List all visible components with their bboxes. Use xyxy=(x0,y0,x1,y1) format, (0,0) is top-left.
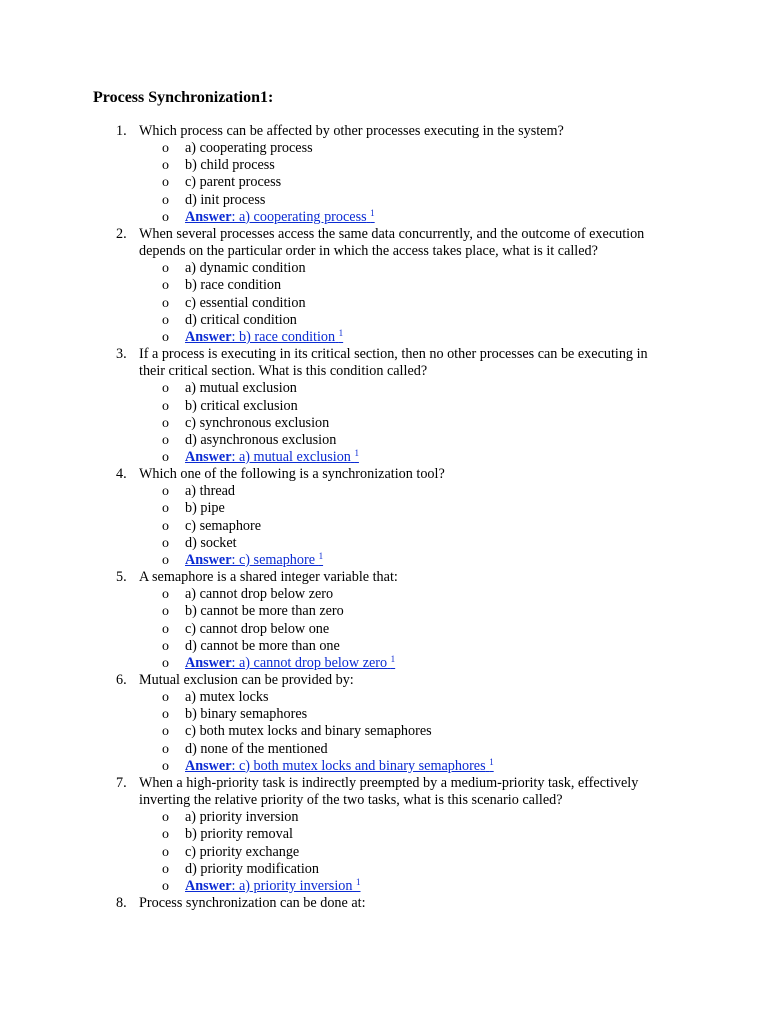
footnote-reference: 1 xyxy=(356,876,361,887)
option-text: a) thread xyxy=(185,483,236,500)
option-item xyxy=(139,174,672,191)
circle-bullet-icon: o xyxy=(162,827,169,843)
option-text: b) race condition xyxy=(185,277,282,294)
option-text: d) socket xyxy=(185,534,237,551)
question-item xyxy=(0,672,672,775)
answer-label: Answer xyxy=(185,551,232,568)
option-text: d) init process xyxy=(185,191,266,208)
option-item xyxy=(139,483,672,500)
question-item xyxy=(0,569,672,672)
option-item xyxy=(139,723,672,740)
circle-bullet-icon: o xyxy=(162,552,169,568)
circle-bullet-icon: o xyxy=(162,261,169,277)
option-text: a) mutual exclusion xyxy=(185,380,297,397)
option-item xyxy=(139,277,672,294)
option-item xyxy=(139,380,672,397)
question-item xyxy=(0,775,672,895)
answer-label: Answer xyxy=(185,328,232,345)
circle-bullet-icon: o xyxy=(162,707,169,723)
circle-bullet-icon: o xyxy=(162,604,169,620)
option-text: b) child process xyxy=(185,157,275,174)
question-number: 5. xyxy=(116,569,127,586)
question-number: 7. xyxy=(116,774,127,791)
option-item xyxy=(139,689,672,706)
question-item xyxy=(0,895,672,912)
option-list xyxy=(139,809,672,895)
answer-text: : b) race condition xyxy=(231,328,336,345)
answer-label: Answer xyxy=(185,877,232,894)
circle-bullet-icon: o xyxy=(162,312,169,328)
option-item xyxy=(139,603,672,620)
option-item xyxy=(139,432,672,449)
question-text: Which one of the following is a synchronization tool? xyxy=(139,466,445,483)
answer-item xyxy=(139,878,672,895)
question-number: 3. xyxy=(116,346,127,363)
option-item xyxy=(139,809,672,826)
option-item xyxy=(139,312,672,329)
option-text: b) priority removal xyxy=(185,826,293,843)
question-item xyxy=(0,346,672,466)
answer-text: : a) cooperating process xyxy=(231,208,367,225)
option-text: b) binary semaphores xyxy=(185,706,308,723)
circle-bullet-icon: o xyxy=(162,501,169,517)
question-number: 4. xyxy=(116,466,127,483)
answer-link[interactable] xyxy=(185,878,361,894)
option-item xyxy=(139,741,672,758)
answer-item xyxy=(139,552,672,569)
option-text: a) priority inversion xyxy=(185,809,299,826)
answer-text: : c) semaphore xyxy=(231,551,316,568)
circle-bullet-icon: o xyxy=(162,278,169,294)
option-item xyxy=(139,518,672,535)
answer-label: Answer xyxy=(185,448,232,465)
option-list xyxy=(139,586,672,672)
answer-item xyxy=(139,209,672,226)
circle-bullet-icon: o xyxy=(162,587,169,603)
answer-item xyxy=(139,758,672,775)
answer-label: Answer xyxy=(185,757,232,774)
footnote-reference: 1 xyxy=(370,207,375,218)
option-text: d) asynchronous exclusion xyxy=(185,431,337,448)
answer-label: Answer xyxy=(185,654,232,671)
question-number: 8. xyxy=(116,895,127,912)
option-item xyxy=(139,621,672,638)
answer-item xyxy=(139,655,672,672)
answer-link[interactable] xyxy=(185,758,494,774)
option-text: c) synchronous exclusion xyxy=(185,414,330,431)
question-item xyxy=(0,466,672,569)
circle-bullet-icon: o xyxy=(162,192,169,208)
question-list xyxy=(0,123,768,912)
circle-bullet-icon: o xyxy=(162,878,169,894)
option-item xyxy=(139,260,672,277)
circle-bullet-icon: o xyxy=(162,141,169,157)
option-text: a) cooperating process xyxy=(185,140,313,157)
option-item xyxy=(139,295,672,312)
option-text: c) parent process xyxy=(185,174,282,191)
question-text: If a process is executing in its critical section, then no other processes can be executing in their critical section. What is this condition called? xyxy=(139,346,648,380)
circle-bullet-icon: o xyxy=(162,398,169,414)
option-list xyxy=(139,140,672,226)
question-item xyxy=(0,226,672,346)
answer-text: : a) cannot drop below zero xyxy=(231,654,388,671)
circle-bullet-icon: o xyxy=(162,295,169,311)
circle-bullet-icon: o xyxy=(162,655,169,671)
option-text: b) critical exclusion xyxy=(185,397,298,414)
circle-bullet-icon: o xyxy=(162,329,169,345)
circle-bullet-icon: o xyxy=(162,158,169,174)
question-number: 2. xyxy=(116,225,127,242)
option-text: b) pipe xyxy=(185,500,225,517)
circle-bullet-icon: o xyxy=(162,175,169,191)
option-text: c) both mutex locks and binary semaphores xyxy=(185,723,432,740)
footnote-reference: 1 xyxy=(318,550,324,561)
circle-bullet-icon: o xyxy=(162,638,169,654)
question-item xyxy=(0,123,672,226)
option-item xyxy=(139,706,672,723)
option-text: a) mutex locks xyxy=(185,689,269,706)
option-item xyxy=(139,638,672,655)
footnote-reference: 1 xyxy=(354,447,359,458)
question-text: Which process can be affected by other processes executing in the system? xyxy=(139,123,564,139)
answer-label: Answer xyxy=(185,208,232,225)
option-item xyxy=(139,586,672,603)
circle-bullet-icon: o xyxy=(162,621,169,637)
option-item xyxy=(139,826,672,843)
option-text: c) cannot drop below one xyxy=(185,620,330,637)
option-text: d) cannot be more than one xyxy=(185,637,340,654)
page-title: Process Synchronization1: xyxy=(93,89,274,106)
option-text: b) cannot be more than zero xyxy=(185,603,344,620)
footnote-reference: 1 xyxy=(489,756,494,767)
answer-link[interactable] xyxy=(185,552,323,568)
option-item xyxy=(139,861,672,878)
option-list xyxy=(139,483,672,569)
circle-bullet-icon: o xyxy=(162,690,169,706)
answer-item xyxy=(139,329,672,346)
circle-bullet-icon: o xyxy=(162,861,169,877)
option-text: a) cannot drop below zero xyxy=(185,586,334,603)
option-item xyxy=(139,140,672,157)
circle-bullet-icon: o xyxy=(162,381,169,397)
circle-bullet-icon: o xyxy=(162,724,169,740)
circle-bullet-icon: o xyxy=(162,449,169,465)
circle-bullet-icon: o xyxy=(162,758,169,774)
option-text: d) none of the mentioned xyxy=(185,740,328,757)
question-number: 6. xyxy=(116,672,127,688)
circle-bullet-icon: o xyxy=(162,741,169,757)
option-text: c) priority exchange xyxy=(185,843,300,860)
option-text: c) semaphore xyxy=(185,517,262,534)
answer-text: : a) mutual exclusion xyxy=(231,448,351,465)
option-text: a) dynamic condition xyxy=(185,260,306,277)
circle-bullet-icon: o xyxy=(162,432,169,448)
option-text: d) priority modification xyxy=(185,860,319,877)
question-text: When several processes access the same data concurrently, and the outcome of execution depends on the particular order in which the access takes place, what is it called? xyxy=(139,225,645,260)
circle-bullet-icon: o xyxy=(162,844,169,860)
question-text: When a high-priority task is indirectly preempted by a medium-priority task, effectively inverting the relative priority of the two tasks, what is this scenario called? xyxy=(139,774,639,809)
option-item xyxy=(139,415,672,432)
footnote-reference: 1 xyxy=(338,327,344,338)
option-list xyxy=(139,380,672,466)
option-list xyxy=(139,689,672,775)
option-text: d) critical condition xyxy=(185,311,297,328)
option-item xyxy=(139,157,672,174)
answer-link[interactable] xyxy=(185,209,375,225)
option-item xyxy=(139,192,672,209)
option-item xyxy=(139,535,672,552)
answer-link[interactable] xyxy=(185,329,343,345)
option-item xyxy=(139,398,672,415)
circle-bullet-icon: o xyxy=(162,415,169,431)
circle-bullet-icon: o xyxy=(162,209,169,225)
circle-bullet-icon: o xyxy=(162,484,169,500)
question-number: 1. xyxy=(116,123,127,139)
option-list xyxy=(139,260,672,346)
circle-bullet-icon: o xyxy=(162,535,169,551)
question-text: Process synchronization can be done at: xyxy=(139,895,366,912)
circle-bullet-icon: o xyxy=(162,518,169,534)
option-text: c) essential condition xyxy=(185,294,306,311)
question-text: A semaphore is a shared integer variable that: xyxy=(139,569,398,586)
option-item xyxy=(139,500,672,517)
option-item xyxy=(139,844,672,861)
answer-text: : c) both mutex locks and binary semaphores xyxy=(231,757,486,774)
footnote-reference: 1 xyxy=(390,653,396,664)
circle-bullet-icon: o xyxy=(162,810,169,826)
question-text: Mutual exclusion can be provided by: xyxy=(139,672,354,688)
answer-item xyxy=(139,449,672,466)
answer-link[interactable] xyxy=(185,655,395,671)
answer-text: : a) priority inversion xyxy=(231,877,353,894)
answer-link[interactable] xyxy=(185,449,359,465)
